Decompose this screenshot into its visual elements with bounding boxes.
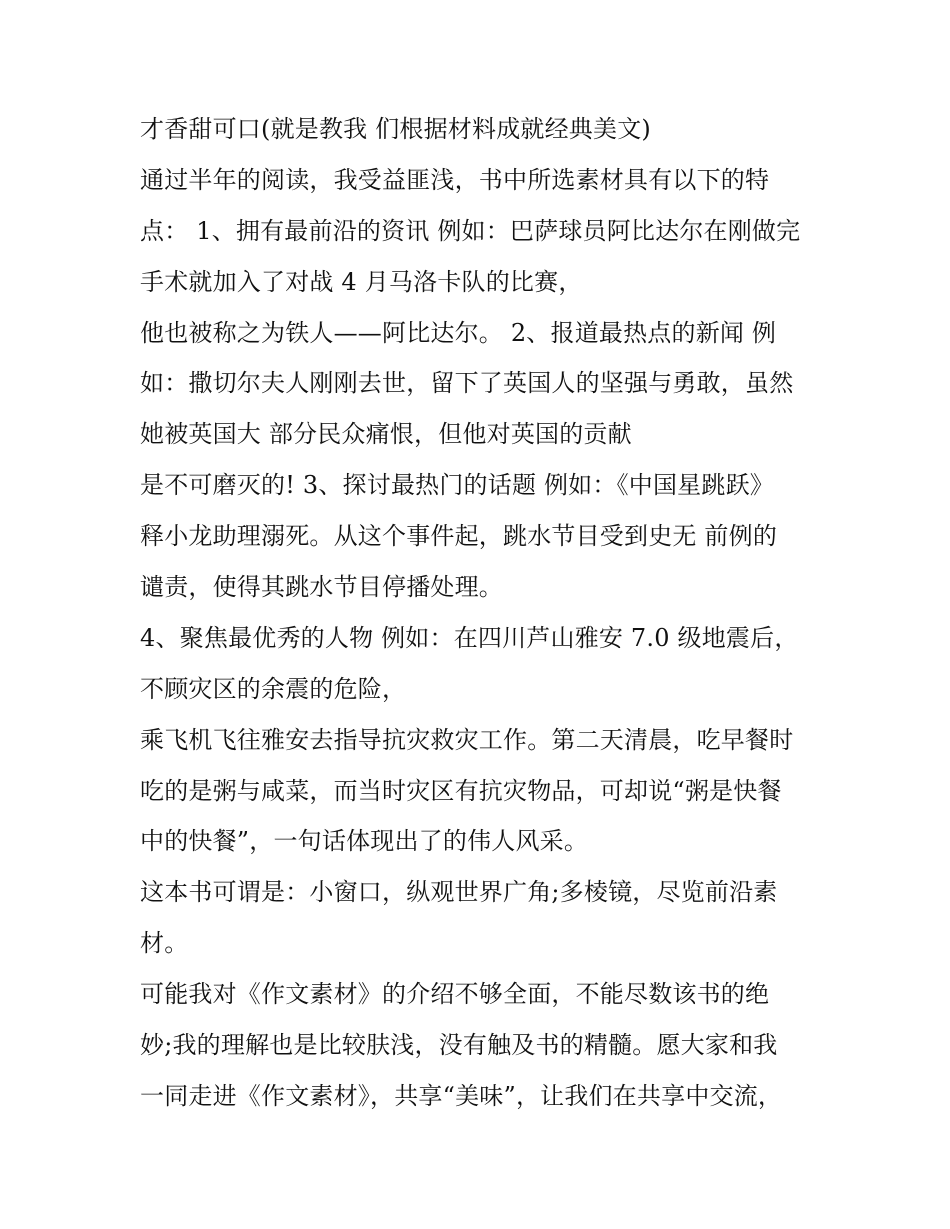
text-line: 一同走进《作文素材》，共享“美味”，让我们在共享中交流， [140,1081,783,1110]
text-line: 如：撒切尔夫人刚刚去世，留下了英国人的坚强与勇敢，虽然 [140,369,794,398]
text-line: 材。 [140,929,189,958]
text-line: 这本书可谓是：小窗口，纵观世界广角;多棱镜，尽览前沿素 [140,878,778,907]
text-line: 点： 1、拥有最前沿的资讯 例如：巴萨球员阿比达尔在刚做完 [140,216,801,245]
text-line: 通过半年的阅读，我受益匪浅，书中所选素材具有以下的特 [140,165,770,194]
text-line: 他也被称之为铁人——阿比达尔。 2、报道最热点的新闻 例 [140,318,777,347]
text-line: 是不可磨灭的! 3、探讨最热门的话题 例如：《中国星跳跃》 [140,471,774,500]
text-line: 妙;我的理解也是比较肤浅，没有触及书的精髓。愿大家和我 [140,1031,778,1060]
text-line: 手术就加入了对战 4 月马洛卡队的比赛， [140,267,583,296]
text-line: 中的快餐”，一句话体现出了的伟人风采。 [140,827,589,856]
text-line: 才香甜可口(就是教我 们根据材料成就经典美文) [140,115,651,143]
text-line: 释小龙助理溺死。从这个事件起，跳水节目受到史无 前例的 [140,522,778,551]
text-line: 乘飞机飞往雅安去指导抗灾救灾工作。第二天清晨，吃早餐时 [140,725,794,754]
text-line: 吃的是粥与咸菜，而当时灾区有抗灾物品，可却说“粥是快餐 [140,776,782,805]
text-line: 谴责，使得其跳水节目停播处理。 [140,573,503,602]
text-line: 不顾灾区的余震的危险， [140,674,407,703]
body-text [140,104,820,1122]
text-line: 她被英国大 部分民众痛恨，但他对英国的贡献 [140,420,632,449]
text-line: 4、聚焦最优秀的人物 例如：在四川芦山雅安 7.0 级地震后， [140,623,799,652]
text-line: 可能我对《作文素材》的介绍不够全面，不能尽数该书的绝 [140,980,770,1009]
